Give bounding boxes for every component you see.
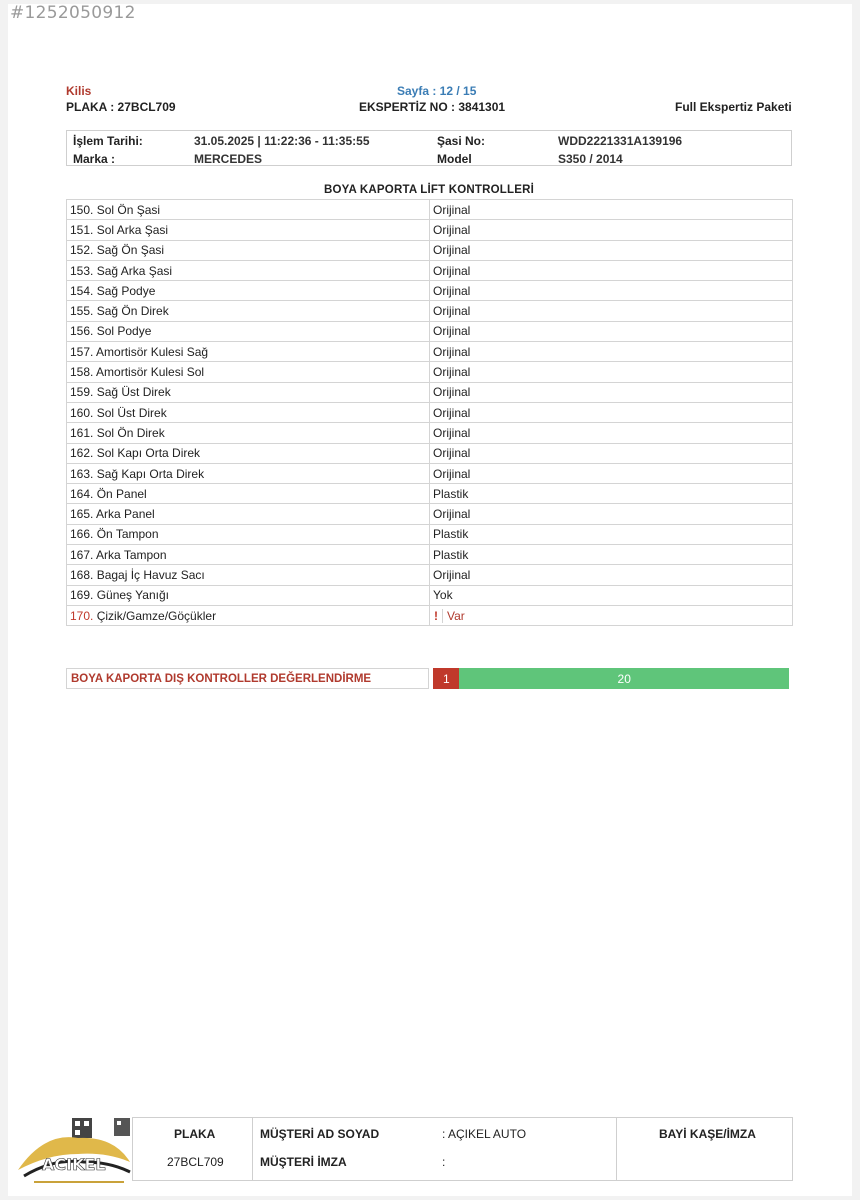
customer-signature-label: MÜŞTERİ İMZA — [260, 1155, 347, 1169]
customer-name-value: : AÇIKEL AUTO — [442, 1127, 527, 1141]
check-result: Orijinal — [430, 240, 793, 260]
check-item: 164. Ön Panel — [67, 484, 430, 504]
check-result: Orijinal — [430, 301, 793, 321]
check-result: Orijinal — [430, 200, 793, 220]
check-row — [67, 484, 793, 504]
check-row-alert — [67, 605, 793, 625]
check-result: Orijinal — [430, 220, 793, 240]
check-result: Orijinal — [430, 565, 793, 585]
check-row — [67, 382, 793, 402]
customer-name-label: MÜŞTERİ AD SOYAD — [260, 1127, 380, 1141]
brand-label: Marka : — [73, 152, 116, 166]
check-row — [67, 423, 793, 443]
check-item: 166. Ön Tampon — [67, 524, 430, 544]
customer-signature-value: : — [442, 1155, 446, 1169]
check-item: 150. Sol Ön Şasi — [67, 200, 430, 220]
check-row — [67, 240, 793, 260]
check-result: Plastik — [430, 524, 793, 544]
check-row — [67, 200, 793, 220]
check-row — [67, 281, 793, 301]
check-row — [67, 362, 793, 382]
model-value: S350 / 2014 — [558, 152, 623, 166]
check-result: Orijinal — [430, 281, 793, 301]
check-item: 156. Sol Podye — [67, 321, 430, 341]
check-item: 151. Sol Arka Şasi — [67, 220, 430, 240]
footer-plate-value: 27BCL709 — [167, 1155, 224, 1169]
check-row — [67, 301, 793, 321]
check-item: 163. Sağ Kapı Orta Direk — [67, 463, 430, 483]
brand-value: MERCEDES — [194, 152, 263, 166]
check-result: Plastik — [430, 484, 793, 504]
positive-count-bar — [459, 668, 789, 689]
check-item: 157. Amortisör Kulesi Sağ — [67, 342, 430, 362]
check-row — [67, 443, 793, 463]
check-item: 165. Arka Panel — [67, 504, 430, 524]
report-number: EKSPERTİZ NO : 3841301 — [359, 100, 506, 114]
logo-text: ACIKEL — [42, 1155, 106, 1174]
check-result: Orijinal — [430, 504, 793, 524]
check-result: Orijinal — [430, 443, 793, 463]
date-label: İşlem Tarihi: — [73, 134, 143, 148]
check-item: 161. Sol Ön Direk — [67, 423, 430, 443]
check-result: Orijinal — [430, 382, 793, 402]
positive-count: 20 — [617, 671, 631, 686]
chassis-label: Şasi No: — [437, 134, 486, 148]
check-result: Orijinal — [430, 362, 793, 382]
check-result: Yok — [430, 585, 793, 605]
check-result: Orijinal — [430, 342, 793, 362]
check-result — [430, 605, 793, 625]
negative-count-bar — [433, 668, 459, 689]
check-item: 158. Amortisör Kulesi Sol — [67, 362, 430, 382]
checks-table — [66, 199, 793, 626]
check-row — [67, 220, 793, 240]
evaluation-label: BOYA KAPORTA DIŞ KONTROLLER DEĞERLENDİRME — [66, 668, 429, 689]
check-item-label: Çizik/Gamze/Göçükler — [96, 608, 217, 623]
listing-id: #1252050912 — [10, 3, 136, 23]
check-row — [67, 463, 793, 483]
city-label: Kilis — [66, 84, 92, 98]
check-row — [67, 260, 793, 280]
check-row — [67, 402, 793, 422]
company-logo — [14, 1112, 136, 1188]
check-item: 169. Güneş Yanığı — [67, 585, 430, 605]
check-item-number: 170. — [70, 608, 94, 623]
check-row — [67, 565, 793, 585]
warning-icon: ! — [430, 609, 443, 623]
vehicle-info-box — [66, 130, 792, 166]
check-item: 159. Sağ Üst Direk — [67, 382, 430, 402]
check-result: Orijinal — [430, 463, 793, 483]
evaluation-bar — [433, 668, 789, 689]
chassis-value: WDD2221331A139196 — [558, 134, 683, 148]
check-result: Orijinal — [430, 260, 793, 280]
check-result-value: Var — [447, 608, 465, 623]
check-result: Orijinal — [430, 402, 793, 422]
check-item: 154. Sağ Podye — [67, 281, 430, 301]
check-item: 152. Sağ Ön Şasi — [67, 240, 430, 260]
check-item: 162. Sol Kapı Orta Direk — [67, 443, 430, 463]
dealer-stamp-label: BAYİ KAŞE/İMZA — [659, 1127, 756, 1141]
plate-header: PLAKA : 27BCL709 — [66, 100, 176, 114]
check-item: 160. Sol Üst Direk — [67, 402, 430, 422]
check-row — [67, 524, 793, 544]
page-number: Sayfa : 12 / 15 — [397, 84, 477, 98]
check-result: Plastik — [430, 545, 793, 565]
negative-count: 1 — [443, 671, 450, 686]
check-row — [67, 504, 793, 524]
check-item: 168. Bagaj İç Havuz Sacı — [67, 565, 430, 585]
check-row — [67, 585, 793, 605]
check-row — [67, 342, 793, 362]
check-item — [67, 605, 430, 625]
check-item: 167. Arka Tampon — [67, 545, 430, 565]
footer-table — [132, 1117, 793, 1181]
footer-plate-label: PLAKA — [174, 1127, 216, 1141]
check-item: 155. Sağ Ön Direk — [67, 301, 430, 321]
check-result: Orijinal — [430, 321, 793, 341]
date-value: 31.05.2025 | 11:22:36 - 11:35:55 — [194, 134, 370, 148]
check-row — [67, 545, 793, 565]
model-label: Model — [437, 152, 472, 166]
check-result: Orijinal — [430, 423, 793, 443]
check-row — [67, 321, 793, 341]
section-title: BOYA KAPORTA LİFT KONTROLLERİ — [323, 184, 535, 196]
check-item: 153. Sağ Arka Şasi — [67, 260, 430, 280]
package-name: Full Ekspertiz Paketi — [675, 100, 792, 114]
